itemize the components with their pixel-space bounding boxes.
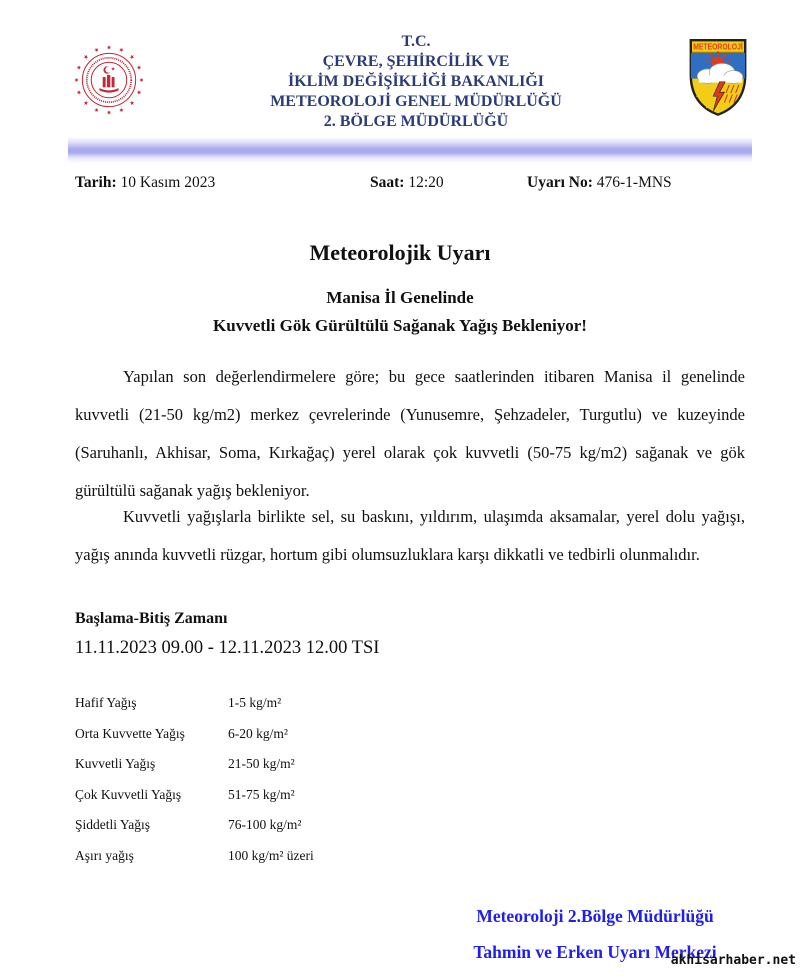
rain-scale-value: 21-50 kg/m² xyxy=(228,756,295,772)
rain-scale-label: Hafif Yağış xyxy=(75,695,137,711)
header-line-ministry-2: İKLİM DEĞİŞİKLİĞİ BAKANLIĞI xyxy=(287,73,545,90)
warning-title: Meteorolojik Uyarı xyxy=(309,240,491,265)
table-row xyxy=(75,841,700,872)
warning-number-field xyxy=(527,174,672,192)
watermark: akhisarhaber.net xyxy=(670,953,796,968)
rain-scale-value: 1-5 kg/m² xyxy=(228,695,282,711)
rain-scale-label: Orta Kuvvette Yağış xyxy=(75,725,185,741)
date-label: Tarih: xyxy=(75,174,117,191)
period-value: 11.11.2023 09.00 - 12.11.2023 12.00 TSI xyxy=(75,638,380,658)
meteorology-shield-icon xyxy=(686,36,750,118)
rain-scale-label: Kuvvetli Yağış xyxy=(75,756,156,772)
date-value: 10 Kasım 2023 xyxy=(120,174,216,191)
signature-line-1: Meteoroloji 2.Bölge Müdürlüğü xyxy=(476,906,714,926)
rain-scale-table xyxy=(75,688,700,871)
rain-scale-label: Aşırı yağış xyxy=(75,847,134,863)
rain-scale-label: Şiddetli Yağış xyxy=(75,817,151,833)
signature-line-2: Tahmin ve Erken Uyarı Merkezi xyxy=(473,942,717,962)
header-divider-bar xyxy=(68,137,752,163)
table-row xyxy=(75,688,700,719)
document-header xyxy=(72,30,750,132)
header-line-directorate: METEOROLOJİ GENEL MÜDÜRLÜĞÜ xyxy=(270,93,562,110)
period-label: Başlama-Bitiş Zamanı xyxy=(75,610,228,627)
header-line-ministry-1: ÇEVRE, ŞEHİRCİLİK VE xyxy=(322,53,510,70)
header-line-tc: T.C. xyxy=(401,33,431,50)
rain-scale-value: 6-20 kg/m² xyxy=(228,725,288,741)
rain-scale-value: 51-75 kg/m² xyxy=(228,786,295,802)
rain-scale-value: 76-100 kg/m² xyxy=(228,817,302,833)
date-field xyxy=(75,174,215,192)
meta-row xyxy=(75,174,745,196)
table-row xyxy=(75,810,700,841)
time-label: Saat: xyxy=(370,174,405,191)
warning-subtitle-line-2: Kuvvetli Gök Gürültülü Sağanak Yağış Bekleniyor! xyxy=(213,316,587,335)
time-field xyxy=(370,174,444,192)
warning-subtitle xyxy=(0,284,800,340)
ministry-seal-icon xyxy=(72,40,146,120)
table-row xyxy=(75,780,700,811)
header-title-block xyxy=(146,30,686,132)
warning-number-label: Uyarı No: xyxy=(527,174,593,191)
warning-paragraph-2: Kuvvetli yağışlarla birlikte sel, su baskını, yıldırım, ulaşımda aksamalar, yerel dolu yağışı, yağış anında kuvvetli rüzgar, hortum gibi olumsuzluklara karşı dikkatli ve tedbirli olunmalıdır. xyxy=(75,507,745,564)
shield-logo-text: METEOROLOJİ xyxy=(693,42,743,52)
rain-scale-value: 100 kg/m² üzeri xyxy=(228,847,314,863)
warning-paragraph-1: Yapılan son değerlendirmelere göre; bu gece saatlerinden itibaren Manisa il genelinde kuvvetli (21-50 kg/m2) merkez çevrelerinde (Yunusemre, Şehzadeler, Turgutlu) ve kuzeyinde (Saruhanlı, Akhisar, Soma, Kırkağaç) yerel olarak çok kuvvetli (50-75 kg/m2) sağanak ve gök gürültülü sağanak yağış bekleniyor. xyxy=(75,367,745,500)
warning-number-value: 476-1-MNS xyxy=(596,174,672,191)
time-value: 12:20 xyxy=(408,174,444,191)
rain-scale-label: Çok Kuvvetli Yağış xyxy=(75,786,182,802)
header-line-region: 2. BÖLGE MÜDÜRLÜĞÜ xyxy=(323,113,509,130)
warning-subtitle-line-1: Manisa İl Genelinde xyxy=(326,288,474,307)
table-row xyxy=(75,719,700,750)
table-row xyxy=(75,749,700,780)
